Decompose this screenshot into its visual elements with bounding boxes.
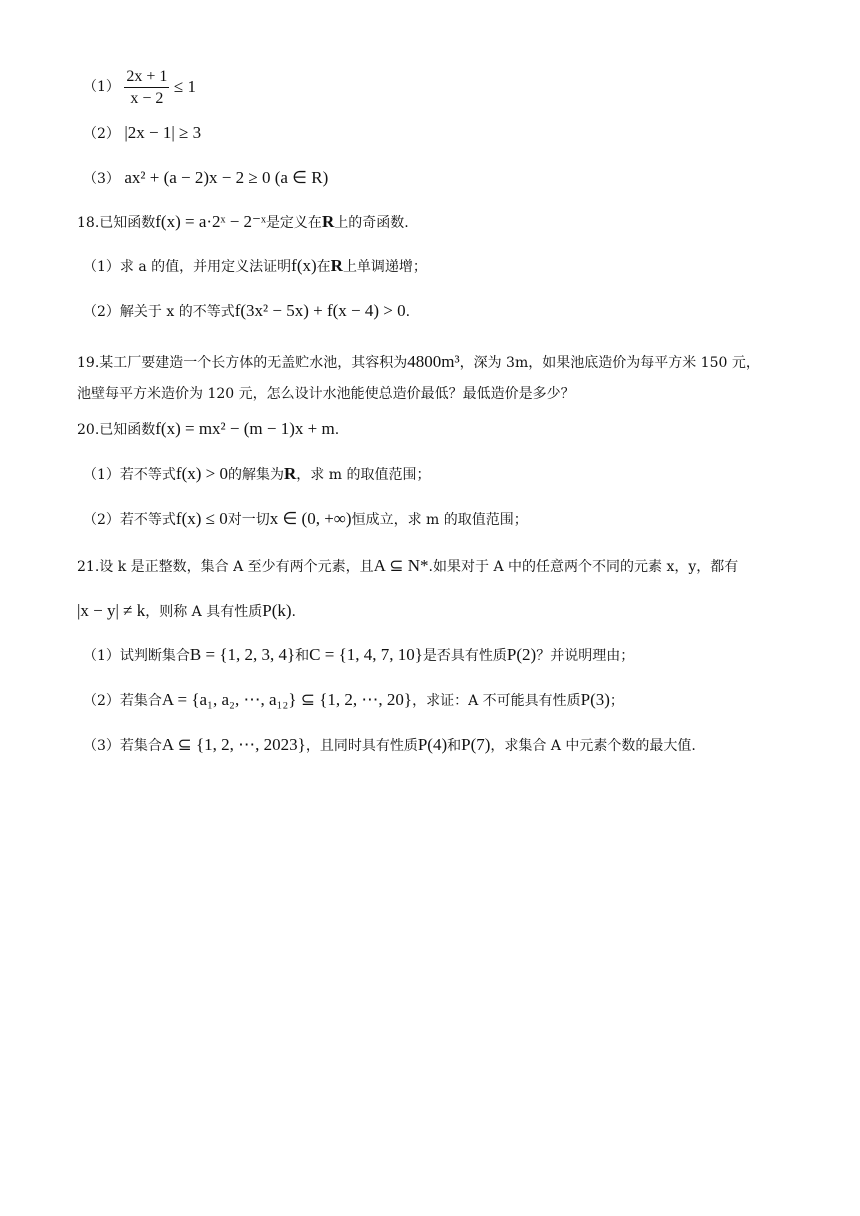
p19-line-1b: ，深为 3m，如果池底造价为每平方米 150 元， (459, 355, 760, 371)
p18-q1-R: R (330, 256, 343, 275)
p17-item-2 (83, 123, 201, 144)
p21-q2-b: ，求证：A 不可能具有性质 (412, 693, 581, 709)
p18-q1-math: f(x) (291, 256, 317, 275)
p21-q3-d: ，求集合 A 中元素个数的最大值. (490, 738, 696, 754)
p18-q2-a: 解关于 x 的不等式 (119, 304, 235, 320)
p18-q1-c: 上单调递增； (342, 259, 427, 275)
p18-stem-c: 上的奇函数. (334, 215, 409, 231)
p21-q1-m3: P(2) (506, 645, 537, 664)
p20-q2 (83, 509, 528, 530)
p20-q2-math: f(x) ≤ 0 (175, 509, 228, 528)
p19-volume: 4800m³ (407, 352, 460, 371)
p17-item-1-relation: ≤ 1 (173, 77, 196, 96)
p20-stem (77, 419, 339, 440)
p20-q1-R: R (284, 464, 297, 483)
p18-q1-label: （1） (83, 259, 120, 275)
p20-q2-c: 恒成立，求 m 的取值范围； (351, 512, 528, 528)
p18-stem-R: R (321, 212, 335, 231)
p21-q1-m2: C = {1, 4, 7, 10} (309, 645, 423, 664)
p18-q2-math: f(3x² − 5x) + f(x − 4) > 0 (234, 301, 406, 320)
p18-stem (77, 212, 409, 233)
p21-q3-m1: A ⊆ {1, 2, ⋯, 2023} (161, 735, 306, 754)
p17-item-1 (83, 64, 196, 110)
p21-q2-m1: A = {a₁, a₂, ⋯, a₁₂} ⊆ {1, 2, ⋯, 20} (161, 690, 413, 709)
p18-stem-a: 18.已知函数 (77, 215, 156, 231)
p21-math-3: P(k) (262, 601, 292, 620)
p21-q1-c: 是否具有性质 (422, 648, 507, 664)
p21-line-1b: .如果对于 A 中的任意两个不同的元素 x，y，都有 (428, 559, 739, 575)
p17-item-3 (83, 168, 328, 189)
p18-q2-b: . (405, 304, 411, 320)
p20-stem-a: 20.已知函数 (77, 422, 156, 438)
fraction-numerator: 2x + 1 (124, 67, 169, 88)
p21-q3-m3: P(7) (461, 735, 491, 754)
p20-q1-math: f(x) > 0 (175, 464, 228, 483)
p20-q1-b: 的解集为 (228, 467, 284, 483)
p19-line-1a: 19.某工厂要建造一个长方体的无盖贮水池，其容积为 (77, 355, 408, 371)
p18-q1 (83, 256, 427, 277)
p20-q1 (83, 464, 430, 485)
p17-item-3-math: ax² + (a − 2)x − 2 ≥ 0 (a ∈ R) (124, 168, 329, 187)
p21-q3-b: ，且同时具有性质 (305, 738, 418, 754)
p18-stem-math: f(x) = a·2ˣ − 2⁻ˣ (155, 212, 266, 231)
fraction-denominator: x − 2 (130, 89, 164, 107)
p19-line-2-text: 池壁每平方米造价为 120 元，怎么设计水池能使总造价最低？最低造价是多少？ (77, 386, 575, 402)
p21-q2-m2: P(3) (580, 690, 610, 709)
p21-q1 (83, 645, 634, 666)
p21-q3 (83, 735, 696, 756)
p18-q2 (83, 301, 410, 322)
p20-q2-a: 若不等式 (119, 512, 176, 528)
p19-line-2 (77, 384, 575, 404)
p21-q3-c: 和 (447, 738, 462, 754)
p20-q2-b: 对一切 (227, 512, 270, 528)
p21-line-2b: ，则称 A 具有性质 (145, 604, 263, 620)
p21-line-2 (77, 601, 296, 622)
p17-item-2-math: |2x − 1| ≥ 3 (124, 123, 202, 142)
p21-line-1 (77, 556, 738, 577)
p21-q3-a: 若集合 (119, 738, 162, 754)
p21-line-2c: . (291, 604, 296, 620)
p19-line-1 (77, 352, 760, 373)
p21-q2-a: 若集合 (119, 693, 162, 709)
p21-q3-m2: P(4) (417, 735, 448, 754)
p21-q2 (83, 690, 624, 711)
p20-q1-label: （1） (83, 467, 120, 483)
p21-math-2: |x − y| ≠ k (77, 601, 146, 620)
p17-item-3-label: （3） (83, 171, 120, 187)
p17-item-2-label: （2） (83, 126, 120, 142)
p21-q1-d: ？并说明理由； (536, 648, 635, 664)
p18-q1-b: 在 (316, 259, 331, 275)
p20-q1-c: ，求 m 的取值范围； (296, 467, 431, 483)
p21-q1-b: 和 (295, 648, 310, 664)
p20-stem-b: . (334, 422, 340, 438)
p21-q2-c: ； (609, 693, 624, 709)
p21-q1-m1: B = {1, 2, 3, 4} (189, 645, 296, 664)
p21-line-1a: 21.设 k 是正整数，集合 A 至少有两个元素，且 (77, 559, 374, 575)
p21-q1-a: 试判断集合 (119, 648, 190, 664)
p20-stem-math: f(x) = mx² − (m − 1)x + m (155, 419, 335, 438)
p21-q2-label: （2） (83, 693, 120, 709)
p20-q2-math2: x ∈ (0, +∞) (269, 509, 352, 528)
p18-q1-a: 求 a 的值，并用定义法证明 (119, 259, 292, 275)
p17-item-1-fraction (124, 67, 169, 108)
p17-item-1-label: （1） (83, 79, 120, 95)
p21-q1-label: （1） (83, 648, 120, 664)
p18-stem-b: 是定义在 (265, 215, 322, 231)
p20-q2-label: （2） (83, 512, 120, 528)
p21-math-1: A ⊆ N* (373, 556, 429, 575)
p20-q1-a: 若不等式 (119, 467, 176, 483)
p21-q3-label: （3） (83, 738, 120, 754)
p18-q2-label: （2） (83, 304, 120, 320)
